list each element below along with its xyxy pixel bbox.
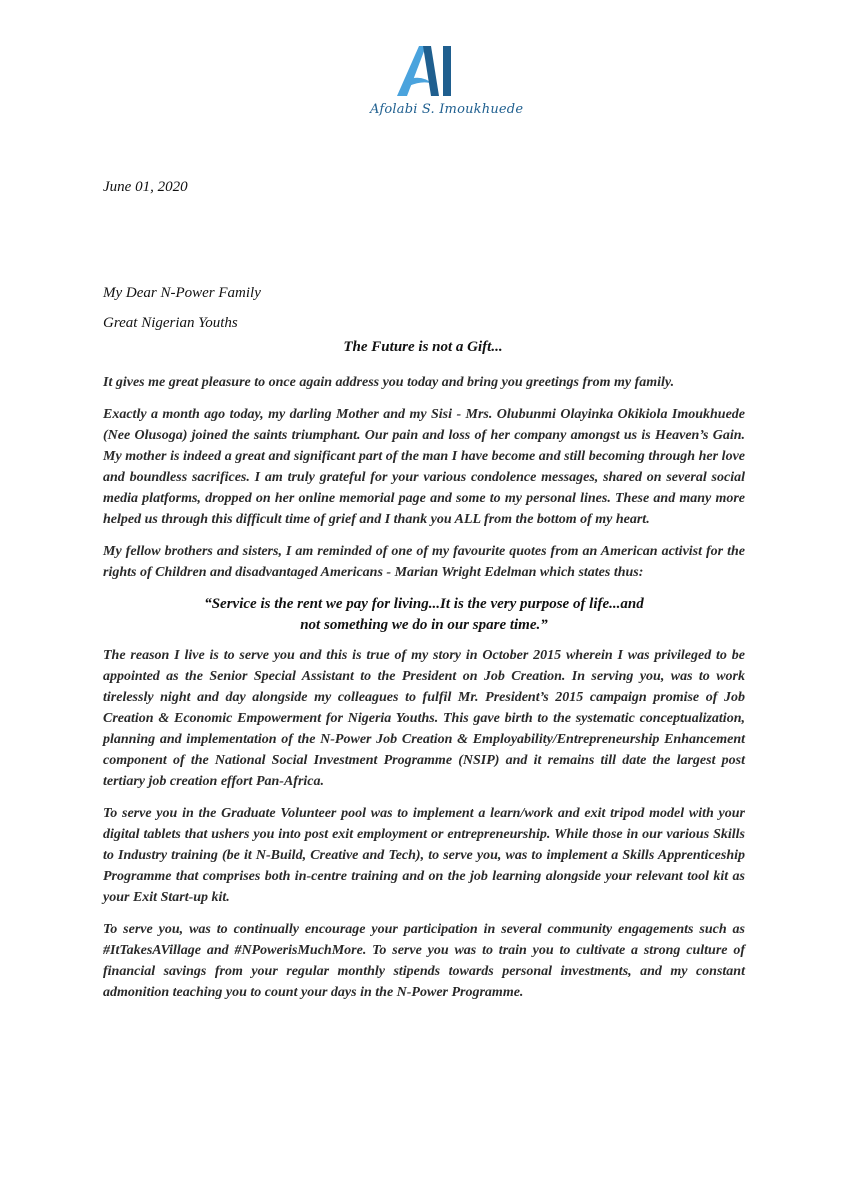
monogram-logo-icon: [393, 40, 457, 100]
paragraph-graduate-volunteer: To serve you in the Graduate Volunteer pool was to implement a learn/work and exit tripod model with your digital tablets that ushers you into post exit employment or entrepreneurship. While those in our various Skills to Industry training (be it N-Build, Creative and Tech), to serve you, was to implement a Skills Apprenticeship Programme that comprises both in-centre training and on the job learning alongside your relevant tool kit as your Exit Start-up kit.: [103, 806, 745, 905]
salutation-line-2: Great Nigerian Youths: [103, 315, 238, 331]
letterhead: [370, 40, 524, 117]
logo-a-right-stroke: [423, 46, 439, 96]
paragraph-quote-intro: My fellow brothers and sisters, I am reminded of one of my favourite quotes from an American activist for the rights of Children and disadvantaged Americans - Marian Wright Edelman which states thus:: [103, 544, 745, 580]
paragraph-community: To serve you, was to continually encourage your participation in several community engagements such as #ItTakesAVillage and #NPowerisMuchMore. To serve you was to train you to cultivate a strong culture of financial savings from your regular monthly stipends towards personal investments, and my constant admonition teaching you to count your days in the N-Power Programme.: [103, 922, 745, 1000]
letterhead-name: Afolabi S. Imoukhuede: [370, 102, 524, 117]
salutation-line-1: My Dear N-Power Family: [103, 285, 261, 301]
paragraph-service: The reason I live is to serve you and this is true of my story in October 2015 wherein I was privileged to be appointed as the Senior Special Assistant to the President on Job Creation. In serving you, was to work tirelessly night and day alongside my colleagues to fulfil Mr. President’s 2015 campaign promise of Job Creation & Economic Empowerment for Nigeria Youths. This gave birth to the systematic conceptualization, planning and implementation of the N-Power Job Creation & Employability/Entrepreneurship Enhancement component of the National Social Investment Programme (NSIP) and it remains till date the largest post tertiary job creation effort Pan-Africa.: [103, 648, 745, 789]
logo-a-left-stroke: [397, 46, 426, 96]
paragraph-greeting: It gives me great pleasure to once again address you today and bring you greetings from my family.: [103, 375, 675, 390]
paragraph-mother: Exactly a month ago today, my darling Mother and my Sisi - Mrs. Olubunmi Olayinka Okikiola Imoukhuede (Nee Olusoga) joined the saints triumphant. Our pain and loss of her company amongst us is Heaven’s Gain. My mother is indeed a great and significant part of the man I have become and still becoming through her love and boundless sacrifices. I am truly grateful for your various condolence messages, shared on several social media platforms, dropped on her online memorial page and some to my personal lines. These and many more helped us through this difficult time of grief and I thank you ALL from the bottom of my heart.: [103, 407, 745, 527]
quote: “Service is the rent we pay for living...It is the very purpose of life...and not something we do in our spare time.”: [204, 596, 644, 633]
letter-date: June 01, 2020: [103, 179, 188, 195]
logo-i-bar: [443, 46, 451, 96]
letter-title: The Future is not a Gift...: [343, 339, 503, 355]
letter-body: [103, 372, 745, 1014]
salutation: [103, 278, 261, 338]
